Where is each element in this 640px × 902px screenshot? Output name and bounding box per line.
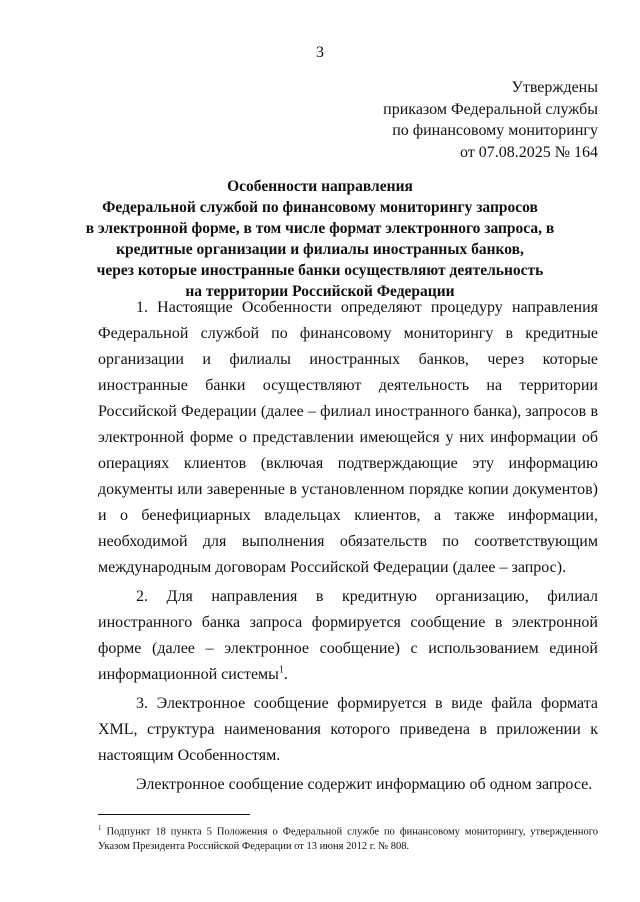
approval-line: по финансовому мониторингу	[392, 122, 598, 139]
footnote-text: Подпункт 18 пункта 5 Положения о Федеральной службе по финансовому мониторингу, утвержденного Указом Президента Российской Федерации от 13 июня 2012 г. № 808.	[98, 826, 598, 852]
footnote-divider	[98, 814, 250, 815]
footnote	[98, 821, 598, 854]
paragraph-3: 3. Электронное сообщение формируется в виде файла формата XML, структура наименования которого приведена в приложении к настоящим Особенностям.	[98, 695, 598, 764]
title-line: кредитные организации и филиалы иностранных банков,	[116, 241, 524, 258]
approval-line: Утверждены	[511, 79, 598, 96]
footnote-reference: 1	[278, 664, 284, 676]
paragraph-1: 1. Настоящие Особенности определяют процедуру направления Федеральной службой по финансовому мониторингу в кредитные организации и филиалы иностранных банков, через которые иностранные банки осуществляют деятельность на территории Российской Федерации (далее – филиал иностранного банка), запросов в электронной форме о представлении имеющейся у них информации об операциях клиентов (включая подтверждающие эту информацию документы или заверенные в установленном порядке копии документов) и о бенефициарных владельцах клиентов, а также информации, необходимой для выполнения обязательств по соответствующим международным договорам Российской Федерации (далее – запрос).	[98, 299, 598, 576]
paragraph-2	[98, 584, 598, 688]
approval-block	[383, 77, 598, 163]
approval-line: от 07.08.2025 № 164	[459, 143, 598, 161]
footnote-mark: 1	[98, 824, 102, 832]
paragraph-2-end: .	[283, 666, 288, 683]
document-body	[98, 295, 598, 801]
title-line: Особенности направления	[227, 178, 413, 195]
paragraph-4: Электронное сообщение содержит информацию об одном запросе.	[136, 776, 593, 793]
title-line: в электронной форме, в том числе формат электронного запроса, в	[85, 220, 555, 237]
document-title	[80, 176, 560, 302]
title-line: Федеральной службой по финансовому мониторингу запросов	[102, 199, 538, 216]
title-line: на территории Российской Федерации	[185, 283, 455, 300]
title-line: через которые иностранные банки осуществляют деятельность	[96, 262, 544, 279]
approval-line: приказом Федеральной службы	[383, 100, 598, 118]
paragraph-2-text: 2. Для направления в кредитную организацию, филиал иностранного банка запроса формируется сообщение в электронной форме (далее – электронное сообщение) с использованием единой информационной системы	[98, 588, 598, 683]
page-number: 3	[316, 44, 324, 61]
